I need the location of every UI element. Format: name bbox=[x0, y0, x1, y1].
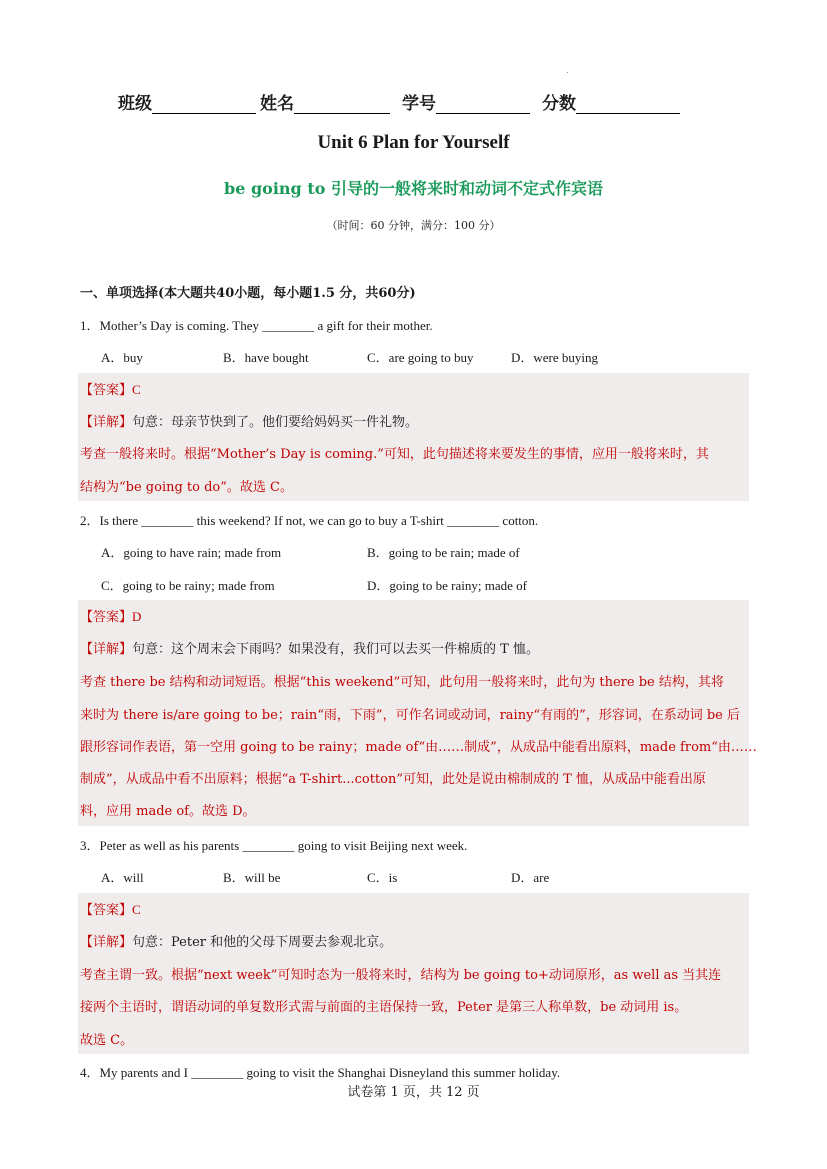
answer-value: C bbox=[132, 382, 141, 397]
explain-line: 接两个主语时，谓语动词的单复数形式需与前面的主语保持一致，Peter 是第三人称单数，be 动词用 is。 bbox=[80, 1000, 688, 1015]
answer-tag: 【答案】 bbox=[80, 383, 133, 398]
answer-value: D bbox=[132, 609, 142, 624]
q1-detail-line bbox=[80, 411, 418, 430]
answer-value: C bbox=[132, 902, 141, 917]
detail-text: 句意：Peter 和他的父母下周要去参观北京。 bbox=[132, 935, 393, 950]
q2-option-a: A．going to have rain; made from bbox=[101, 545, 282, 560]
detail-tag: 【详解】 bbox=[80, 415, 133, 430]
q3-option-d: D．are bbox=[511, 870, 550, 885]
score-blank bbox=[576, 95, 680, 114]
id-label: 学号 bbox=[402, 94, 436, 114]
detail-text: 句意：这个周末会下雨吗？如果没有，我们可以去买一件棉质的 T 恤。 bbox=[132, 642, 539, 657]
q3-answer-block bbox=[78, 893, 749, 1054]
page-title: Unit 6 Plan for Yourself bbox=[317, 132, 510, 153]
q1-option-c: C．are going to buy bbox=[367, 350, 474, 365]
q1-option-a: A．buy bbox=[101, 350, 143, 365]
explain-line: 料，应用 made of。故选 D。 bbox=[80, 804, 256, 819]
student-info-line bbox=[118, 89, 718, 114]
explain-line: 考查一般将来时。根据“Mother’s Day is coming.”可知，此句描述将来要发生的事情，应用一般将来时，其 bbox=[80, 447, 709, 462]
q2-option-c: C．going to be rainy; made from bbox=[101, 578, 275, 593]
corner-dot: . bbox=[566, 66, 569, 75]
class-blank bbox=[152, 95, 256, 114]
question-1-stem: 1．Mother’s Day is coming. They ________ a gift for their mother. bbox=[80, 318, 433, 333]
name-blank bbox=[294, 95, 390, 114]
explain-line: 考查 there be 结构和动词短语。根据“this weekend”可知，此句用一般将来时，此句为 there be 结构，其将 bbox=[80, 675, 724, 690]
q3-option-a: A．will bbox=[101, 870, 144, 885]
explain-line: 跟形容词作表语，第一空用 going to be rainy；made of“由……制成”，从成品中能看出原料，made from“由…… bbox=[80, 740, 757, 755]
detail-text: 句意：母亲节快到了。他们要给妈妈买一件礼物。 bbox=[132, 415, 419, 430]
question-2-stem: 2．Is there ________ this weekend? If not, we can go to buy a T-shirt ________ cotton. bbox=[80, 513, 539, 528]
detail-tag: 【详解】 bbox=[80, 642, 133, 657]
q2-detail-line bbox=[80, 638, 539, 657]
detail-tag: 【详解】 bbox=[80, 935, 133, 950]
class-label: 班级 bbox=[118, 94, 152, 114]
q1-answer-block bbox=[78, 373, 749, 501]
question-3-stem: 3．Peter as well as his parents ________ going to visit Beijing next week. bbox=[80, 838, 468, 853]
q3-detail-line bbox=[80, 931, 392, 950]
explain-line: 来时为 there is/are going to be；rain“雨，下雨”，可作名词或动词，rainy“有雨的”，形容词，在系动词 be 后 bbox=[80, 708, 740, 723]
page-footer: 试卷第 1 页，共 12 页 bbox=[347, 1085, 480, 1100]
q1-answer-line bbox=[80, 379, 141, 398]
section-heading: 一、单项选择(本大题共40小题，每小题1.5 分，共60分) bbox=[80, 286, 416, 301]
q2-answer-block bbox=[78, 600, 757, 826]
q3-option-b: B．will be bbox=[223, 870, 281, 885]
answer-tag: 【答案】 bbox=[80, 610, 133, 625]
time-info: （时间：60 分钟，满分：100 分） bbox=[326, 219, 501, 232]
score-label: 分数 bbox=[542, 94, 576, 114]
q3-answer-line bbox=[80, 899, 141, 918]
q1-option-b: B．have bought bbox=[223, 350, 309, 365]
id-blank bbox=[436, 95, 530, 114]
explain-line: 考查主谓一致。根据“next week”可知时态为一般将来时，结构为 be going to+动词原形，as well as 当其连 bbox=[80, 968, 722, 983]
q2-option-b: B．going to be rain; made of bbox=[367, 545, 520, 560]
question-4-stem: 4．My parents and I ________ going to visit the Shanghai Disneyland this summer holiday. bbox=[80, 1065, 561, 1080]
answer-tag: 【答案】 bbox=[80, 903, 133, 918]
q1-option-d: D．were buying bbox=[511, 350, 599, 365]
explain-line: 制成”，从成品中看不出原料；根据“a T-shirt...cotton”可知，此处是说由棉制成的 T 恤，从成品中能看出原 bbox=[80, 772, 706, 787]
explain-line: 故选 C。 bbox=[80, 1033, 134, 1048]
q2-option-d: D．going to be rainy; made of bbox=[367, 578, 527, 593]
page-subtitle: be going to 引导的一般将来时和动词不定式作宾语 bbox=[224, 179, 603, 198]
name-label: 姓名 bbox=[260, 94, 294, 114]
q3-option-c: C．is bbox=[367, 870, 398, 885]
explain-line: 结构为“be going to do”。故选 C。 bbox=[80, 480, 293, 495]
q2-answer-line bbox=[80, 606, 141, 625]
